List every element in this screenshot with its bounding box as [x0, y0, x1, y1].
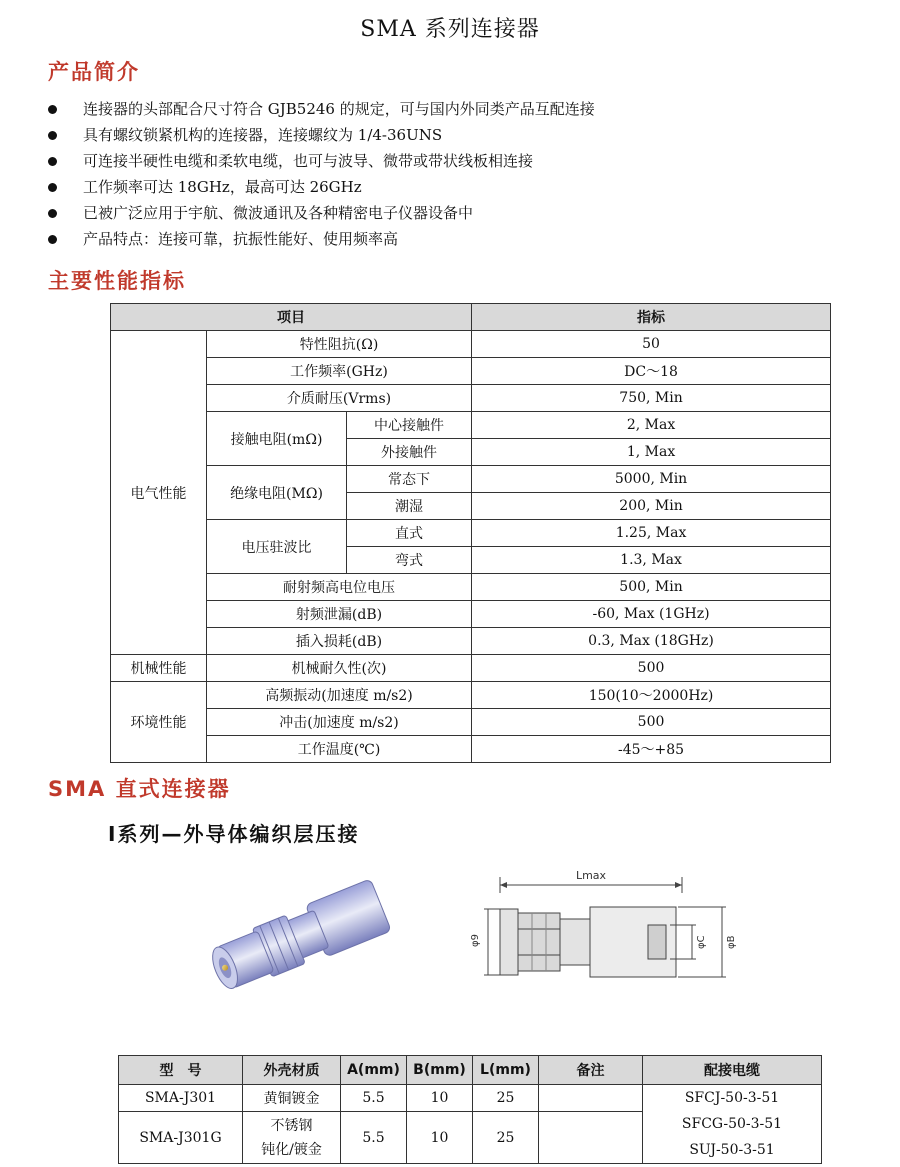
- spec-value: 50: [472, 331, 831, 358]
- l-cell: 25: [473, 1112, 539, 1164]
- table-row: [111, 736, 831, 763]
- spec-sublabel: 潮湿: [347, 493, 472, 520]
- table-row: [111, 601, 831, 628]
- table-row: [111, 385, 831, 412]
- spec-value: 500: [472, 709, 831, 736]
- material-cell: 不锈钢 钝化/镀金: [243, 1112, 341, 1164]
- group-mechanical: 机械性能: [111, 655, 207, 682]
- spec-label: 工作频率(GHz): [207, 358, 472, 385]
- spec-label: 接触电阻(mΩ): [207, 412, 347, 466]
- table-row: [111, 358, 831, 385]
- table-row: [111, 520, 831, 547]
- page-title: SMA 系列连接器: [360, 17, 540, 42]
- bullet-dot-icon: [48, 131, 57, 140]
- bullet-dot-icon: [48, 157, 57, 166]
- spec-value: DC～18: [472, 358, 831, 385]
- table-row: [111, 574, 831, 601]
- header-item: 项目: [111, 304, 472, 331]
- bullet-item: 可连接半硬性电缆和柔软电缆，也可与波导、微带或带状线板相连接: [48, 148, 595, 174]
- note-cell: [539, 1085, 643, 1112]
- spec-value: 0.3, Max (18GHz): [472, 628, 831, 655]
- spec-label: 电压驻波比: [207, 520, 347, 574]
- spec-value: 200, Min: [472, 493, 831, 520]
- group-environmental: 环境性能: [111, 682, 207, 763]
- header-model: 型 号: [119, 1056, 243, 1085]
- parts-header-row: [119, 1056, 822, 1085]
- spec-value: 1, Max: [472, 439, 831, 466]
- table-row: [111, 655, 831, 682]
- a-cell: 5.5: [341, 1085, 407, 1112]
- header-l: L(mm): [473, 1056, 539, 1085]
- table-row: [111, 331, 831, 358]
- spec-label: 冲击(加速度 m/s2): [207, 709, 472, 736]
- lmax-label: Lmax: [575, 869, 607, 882]
- cable-item: SFCG-50-3-51: [681, 1116, 783, 1132]
- spec-table: [110, 303, 831, 763]
- spec-label: 机械耐久性(次): [207, 655, 472, 682]
- section-heading-specs: 主要性能指标: [48, 269, 186, 293]
- b-cell: 10: [407, 1112, 473, 1164]
- spec-sublabel: 中心接触件: [347, 412, 472, 439]
- spec-value: -60, Max (1GHz): [472, 601, 831, 628]
- table-row: [111, 682, 831, 709]
- dim-b-label: φB: [726, 935, 737, 949]
- intro-bullet-list: [48, 96, 595, 252]
- spec-value: 5000, Min: [472, 466, 831, 493]
- spec-label: 特性阻抗(Ω): [207, 331, 472, 358]
- spec-value: 750, Min: [472, 385, 831, 412]
- model-cell: SMA-J301G: [119, 1112, 243, 1164]
- bullet-item: 产品特点：连接可靠，抗振性能好、使用频率高: [48, 226, 595, 252]
- spec-value: 500, Min: [472, 574, 831, 601]
- series-heading: Ⅰ系列—外导体编织层压接: [108, 822, 360, 846]
- dim-9-label: φ9: [470, 934, 481, 947]
- bullet-dot-icon: [48, 209, 57, 218]
- header-b: B(mm): [407, 1056, 473, 1085]
- bullet-dot-icon: [48, 183, 57, 192]
- header-note: 备注: [539, 1056, 643, 1085]
- cable-item: SUJ-50-3-51: [689, 1142, 775, 1158]
- group-electrical: 电气性能: [111, 331, 207, 655]
- spec-label: 耐射频高电位电压: [207, 574, 472, 601]
- table-row: [111, 466, 831, 493]
- spec-value: 150(10～2000Hz): [472, 682, 831, 709]
- material-cell: 黄铜镀金: [243, 1085, 341, 1112]
- dimension-drawing: [470, 865, 750, 1005]
- header-cable: 配接电缆: [643, 1056, 822, 1085]
- l-cell: 25: [473, 1085, 539, 1112]
- bullet-item: 具有螺纹锁紧机构的连接器，连接螺纹为 1/4-36UNS: [48, 122, 595, 148]
- spec-value: -45～+85: [472, 736, 831, 763]
- dim-c-label: φC: [696, 935, 707, 949]
- table-row: [111, 628, 831, 655]
- b-cell: 10: [407, 1085, 473, 1112]
- section-heading-straight: SMA 直式连接器: [48, 777, 231, 801]
- cable-cell: [643, 1085, 822, 1164]
- spec-value: 1.3, Max: [472, 547, 831, 574]
- spec-label: 射频泄漏(dB): [207, 601, 472, 628]
- table-row: [119, 1085, 822, 1112]
- spec-sublabel: 直式: [347, 520, 472, 547]
- bullet-item: 工作频率可达 18GHz，最高可达 26GHz: [48, 174, 595, 200]
- header-a: A(mm): [341, 1056, 407, 1085]
- spec-label: 绝缘电阻(MΩ): [207, 466, 347, 520]
- table-row: [111, 709, 831, 736]
- bullet-item: 连接器的头部配合尺寸符合 GJB5246 的规定，可与国内外同类产品互配连接: [48, 96, 595, 122]
- header-material: 外壳材质: [243, 1056, 341, 1085]
- spec-value: 2, Max: [472, 412, 831, 439]
- header-value: 指标: [472, 304, 831, 331]
- spec-value: 500: [472, 655, 831, 682]
- spec-header-row: [111, 304, 831, 331]
- spec-label: 介质耐压(Vrms): [207, 385, 472, 412]
- spec-sublabel: 弯式: [347, 547, 472, 574]
- connector-photo: [200, 880, 400, 1010]
- section-heading-intro: 产品简介: [48, 60, 140, 84]
- bullet-dot-icon: [48, 235, 57, 244]
- bullet-item: 已被广泛应用于宇航、微波通讯及各种精密电子仪器设备中: [48, 200, 595, 226]
- spec-label: 工作温度(℃): [207, 736, 472, 763]
- spec-sublabel: 外接触件: [347, 439, 472, 466]
- bullet-dot-icon: [48, 105, 57, 114]
- spec-sublabel: 常态下: [347, 466, 472, 493]
- spec-label: 高频振动(加速度 m/s2): [207, 682, 472, 709]
- note-cell: [539, 1112, 643, 1164]
- table-row: [111, 412, 831, 439]
- spec-label: 插入损耗(dB): [207, 628, 472, 655]
- model-cell: SMA-J301: [119, 1085, 243, 1112]
- parts-table: [118, 1055, 822, 1164]
- a-cell: 5.5: [341, 1112, 407, 1164]
- cable-item: SFCJ-50-3-51: [684, 1090, 780, 1106]
- spec-value: 1.25, Max: [472, 520, 831, 547]
